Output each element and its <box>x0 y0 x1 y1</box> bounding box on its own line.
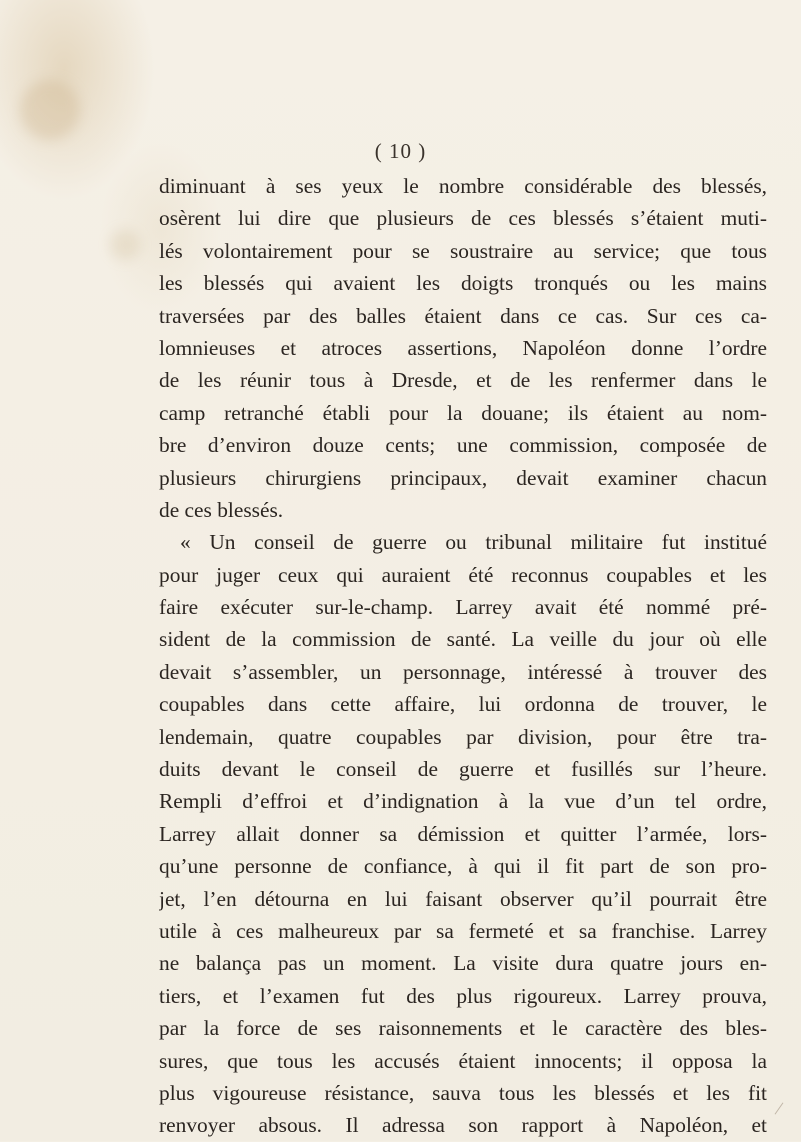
text-line: pour juger ceux qui auraient été reconnus coupables et les <box>159 562 767 587</box>
text-line: lés volontairement pour se soustraire au service; que tous <box>159 238 767 263</box>
text-line: osèrent lui dire que plusieurs de ces blessés s’étaient muti- <box>159 206 767 231</box>
text-line: lomnieuses et atroces assertions, Napoléon donne l’ordre <box>159 335 767 360</box>
text-line: lendemain, quatre coupables par division, pour être tra- <box>159 724 767 749</box>
paper-stain <box>20 80 80 140</box>
text-line: « Un conseil de guerre ou tribunal militaire fut institué <box>180 530 767 555</box>
text-line: Larrey allait donner sa démission et quitter l’armée, lors- <box>159 821 767 846</box>
text-line: plus vigoureuse résistance, sauva tous les blessés et les fit <box>159 1080 767 1105</box>
text-line: les blessés qui avaient les doigts tronqués ou les mains <box>159 271 767 296</box>
text-line: par la force de ses raisonnements et le caractère des bles- <box>159 1016 767 1041</box>
text-line: de ces blessés. <box>159 497 284 522</box>
page-number: ( 10 ) <box>374 139 427 163</box>
text-line: plusieurs chirurgiens principaux, devait examiner chacun <box>159 465 767 490</box>
text-line: sident de la commission de santé. La veille du jour où elle <box>159 627 767 652</box>
text-line: devait s’assembler, un personnage, intéressé à trouver des <box>159 659 767 684</box>
text-line: bre d’environ douze cents; une commission, composée de <box>159 433 767 458</box>
text-line: diminuant à ses yeux le nombre considérable des blessés, <box>159 174 767 198</box>
page-mark <box>775 1102 784 1114</box>
text-line: qu’une personne de confiance, à qui il fit part de son pro- <box>159 854 767 879</box>
body-text <box>159 170 767 1142</box>
text-line: jet, l’en détourna en lui faisant observer qu’il pourrait être <box>159 886 767 911</box>
text-line: traversées par des balles étaient dans ce cas. Sur ces ca- <box>159 303 767 328</box>
text-line: Rempli d’effroi et d’indignation à la vue d’un tel ordre, <box>159 789 767 814</box>
text-line: ne balança pas un moment. La visite dura quatre jours en- <box>159 951 767 976</box>
text-line: duits devant le conseil de guerre et fusillés sur l’heure. <box>159 757 767 782</box>
text-line: coupables dans cette affaire, lui ordonna de trouver, le <box>159 692 767 717</box>
text-line: sures, que tous les accusés étaient innocents; il opposa la <box>159 1048 767 1073</box>
text-line: de les réunir tous à Dresde, et de les renfermer dans le <box>159 368 767 393</box>
text-line: faire exécuter sur-le-champ. Larrey avait été nommé pré- <box>159 595 767 620</box>
text-line: tiers, et l’examen fut des plus rigoureux. Larrey prouva, <box>159 983 767 1008</box>
text-line: renvoyer absous. Il adressa son rapport à Napoléon, et <box>159 1113 767 1138</box>
text-line: camp retranché établi pour la douane; ils étaient au nom- <box>159 400 767 425</box>
text-line: utile à ces malheureux par sa fermeté et sa franchise. Larrey <box>159 918 767 943</box>
paper-stain <box>110 230 140 260</box>
